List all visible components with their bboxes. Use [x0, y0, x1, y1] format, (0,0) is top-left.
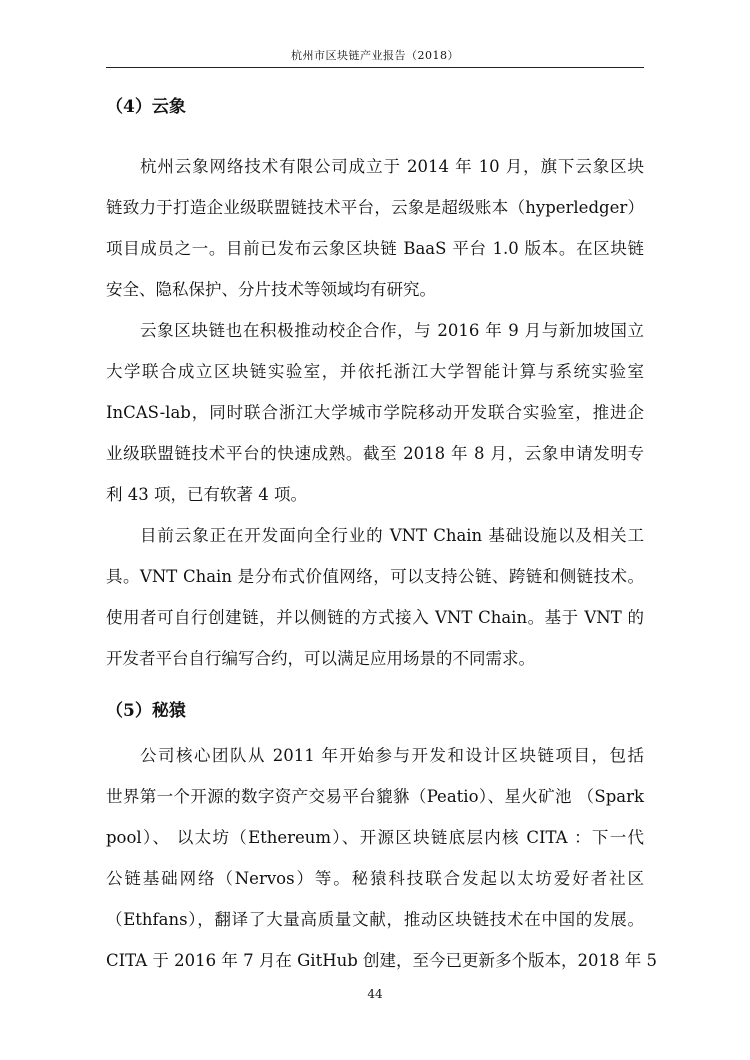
paragraph-line: 具。VNT Chain 是分布式价值网络，可以支持公链、跨链和侧链技术。 — [106, 567, 644, 586]
paragraph-line: 安全、隐私保护、分片技术等领域均有研究。 — [106, 280, 436, 299]
paragraph-line: （Ethfans），翻译了大量高质量文献，推动区块链技术在中国的发展。 — [106, 910, 644, 929]
running-header: 杭州市区块链产业报告（2018） — [291, 49, 459, 62]
header-rule — [106, 67, 644, 68]
section-heading-miyuan: （5）秘猿 — [106, 701, 186, 721]
section-heading-yunxiang: （4）云象 — [106, 97, 186, 117]
paragraph-line: 大学联合成立区块链实验室，并依托浙江大学智能计算与系统实验室 — [106, 362, 644, 381]
paragraph-line: 公链基础网络（Nervos）等。秘猿科技联合发起以太坊爱好者社区 — [106, 869, 644, 888]
paragraph-line: 业级联盟链技术平台的快速成熟。截至 2018 年 8 月，云象申请发明专 — [106, 444, 644, 463]
paragraph-line: 公司核心团队从 2011 年开始参与开发和设计区块链项目，包括 — [140, 746, 644, 765]
paragraph-line: 云象区块链也在积极推动校企合作，与 2016 年 9 月与新加坡国立 — [140, 321, 644, 340]
paragraph-line: 使用者可自行创建链，并以侧链的方式接入 VNT Chain。基于 VNT 的 — [106, 608, 644, 627]
paragraph-line: 杭州云象网络技术有限公司成立于 2014 年 10 月，旗下云象区块 — [140, 157, 644, 176]
paragraph-line: pool）、 以太坊（Ethereum）、开源区块链底层内核 CITA ：下一代 — [106, 828, 644, 847]
paragraph-line: 链致力于打造企业级联盟链技术平台，云象是超级账本（hyperledger） — [106, 198, 644, 217]
paragraph-line: 项目成员之一。目前已发布云象区块链 BaaS 平台 1.0 版本。在区块链 — [106, 239, 644, 258]
paragraph-line: 目前云象正在开发面向全行业的 VNT Chain 基础设施以及相关工 — [140, 526, 644, 545]
paragraph-line: 开发者平台自行编写合约，可以满足应用场景的不同需求。 — [106, 649, 535, 668]
paragraph-line: 利 43 项，已有软著 4 项。 — [106, 485, 307, 504]
paragraph-line: InCAS-lab，同时联合浙江大学城市学院移动开发联合实验室，推进企 — [106, 403, 644, 422]
page-number: 44 — [367, 987, 383, 1001]
paragraph-line: CITA 于 2016 年 7 月在 GitHub 创建，至今已更新多个版本，2018 年 5 — [106, 951, 658, 970]
paragraph-line: 世界第一个开源的数字资产交易平台貔貅（Peatio）、星火矿池 （Spark — [106, 787, 644, 806]
